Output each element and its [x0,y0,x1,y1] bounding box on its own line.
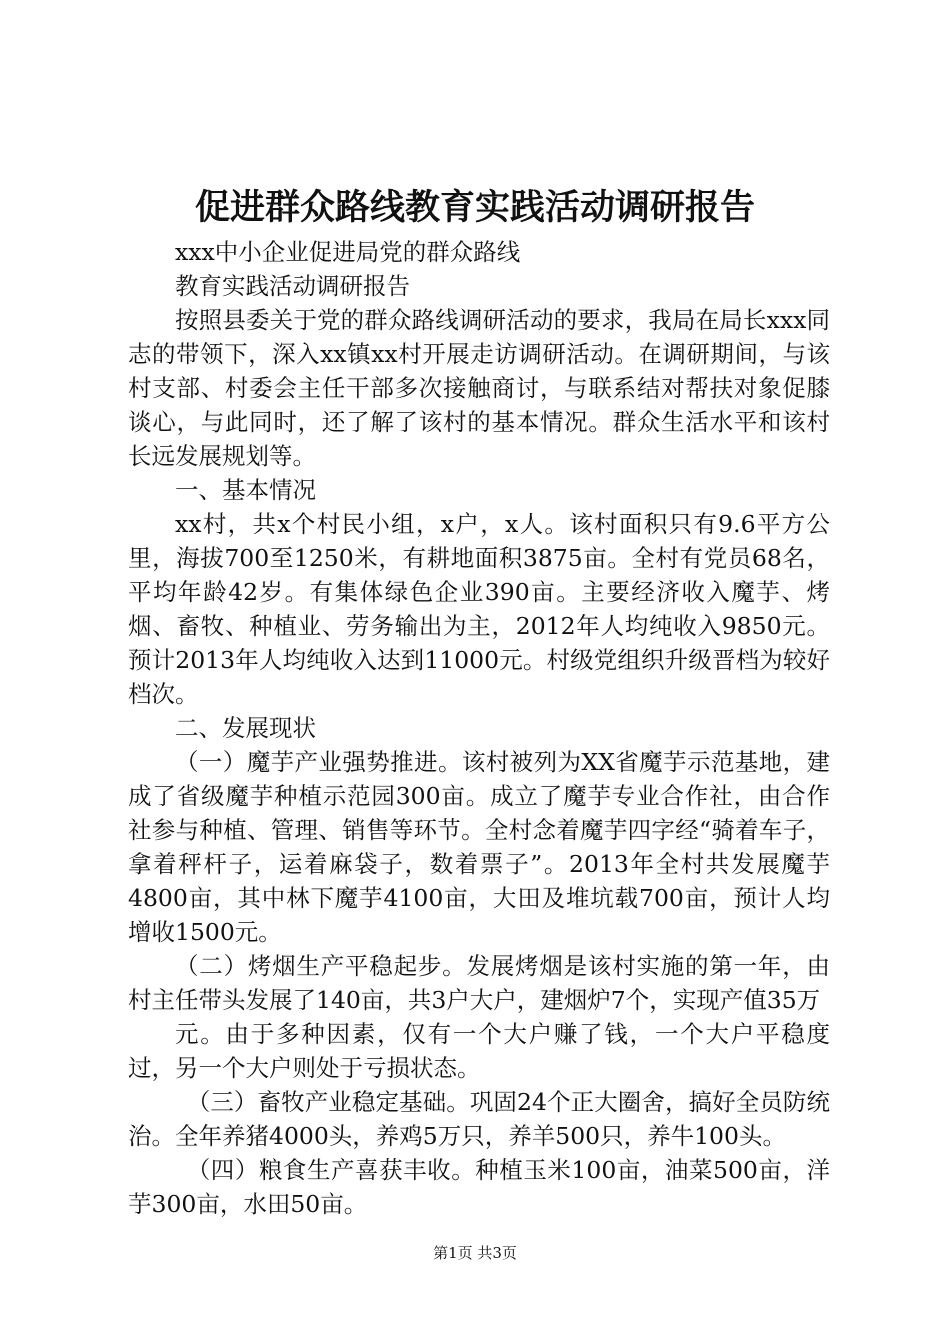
section-heading-basic-info: 一、基本情况 [175,476,316,504]
page-footer: 第1页 共3页 [433,1244,517,1262]
section-heading-development: 二、发展现状 [175,714,316,742]
paragraph-tobacco-continued: 元。由于多种因素，仅有一个大户赚了钱，一个大户平稳度过，另一个大户则处于亏损状态。 [128,1020,830,1082]
paragraph-intro: 按照县委关于党的群众路线调研活动的要求，我局在局长xxx同志的带领下，深入xx镇xx村开展走访调研活动。在调研期间，与该村支部、村委会主任干部多次接触商讨，与联系结对帮扶对象促膝谈心，与此同时，还了解了该村的基本情况。群众生活水平和该村长远发展规划等。 [128,306,830,470]
paragraph-basic-info: xx村，共x个村民小组，x户，x人。该村面积只有9.6平方公里，海拔700至1250米，有耕地面积3875亩。全村有党员68名，平均年龄42岁。有集体绿色企业390亩。主要经济收入魔芋、烤烟、畜牧、种植业、劳务输出为主，2012年人均纯收入9850元。预计2013年人均纯收入达到11000元。村级党组织升级晋档为较好档次。 [128,510,830,708]
paragraph-livestock: （三）畜牧产业稳定基础。巩固24个正大圈舍，搞好全员防统治。全年养猪4000头，养鸡5万只，养羊500只，养牛100头。 [128,1088,830,1150]
paragraph-konjac: （一）魔芋产业强势推进。该村被列为XX省魔芋示范基地，建成了省级魔芋种植示范园300亩。成立了魔芋专业合作社，由合作社参与种植、管理、销售等环节。全村念着魔芋四字经“骑着车子，拿着秤杆子，运着麻袋子，数着票子”。2013年全村共发展魔芋4800亩，其中林下魔芋4100亩，大田及堆坑载700亩，预计人均增收1500元。 [128,748,830,946]
paragraph-tobacco: （二）烤烟生产平稳起步。发展烤烟是该村实施的第一年，由村主任带头发展了140亩，共3户大户，建烟炉7个，实现产值35万 [128,952,830,1014]
document-title: 促进群众路线教育实践活动调研报告 [194,187,755,228]
document-body [128,235,830,1221]
subtitle-line-2: 教育实践活动调研报告 [175,272,410,300]
paragraph-grain: （四）粮食生产喜获丰收。种植玉米100亩，油菜500亩，洋芋300亩，水田50亩。 [128,1156,830,1218]
subtitle-line-1: xxx中小企业促进局党的群众路线 [175,238,521,266]
